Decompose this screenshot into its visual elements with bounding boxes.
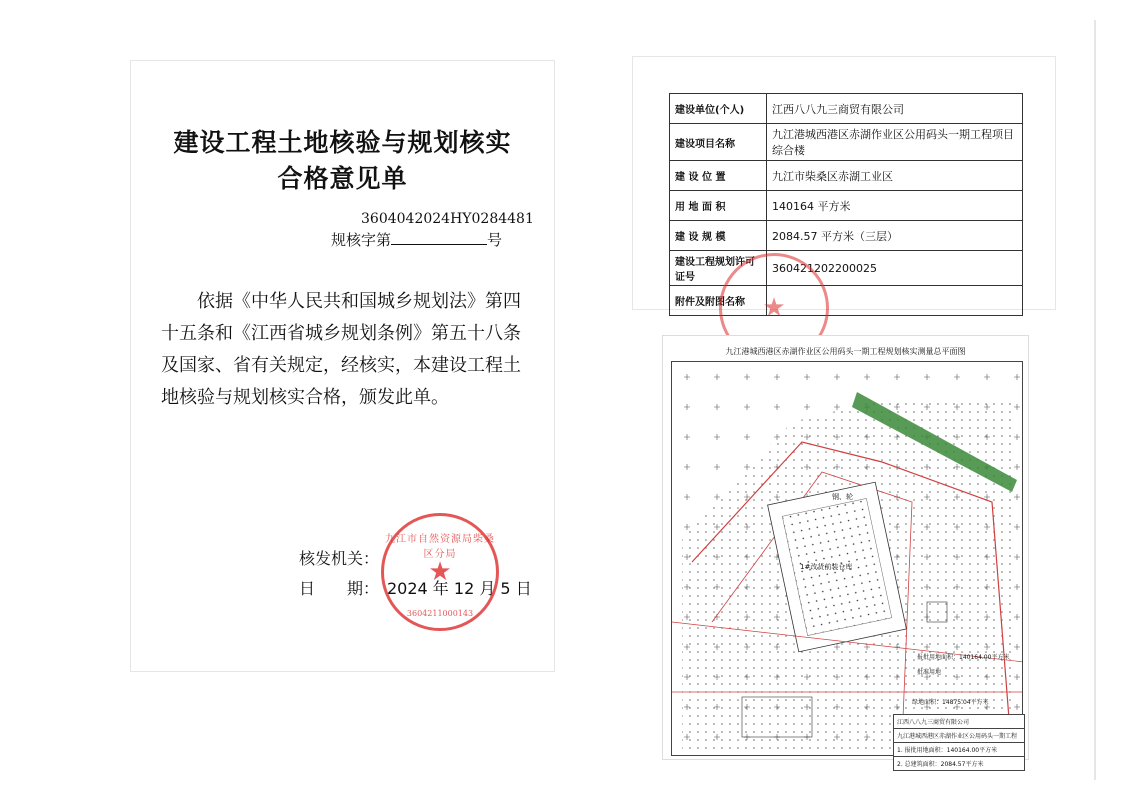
info-row [670, 161, 1023, 191]
certificate-body [161, 286, 531, 414]
area-label: 报批用地面积：140164.00平方米 [917, 654, 1010, 661]
map-legend [893, 714, 1025, 771]
info-value: 九江市柴桑区赤湖工业区 [767, 161, 1023, 191]
certificate-title-line1: 建设工程土地核验与规划核实 [173, 128, 512, 157]
info-row [670, 94, 1023, 124]
info-label: 建 设 位 置 [670, 161, 767, 191]
document-number-line [331, 229, 502, 250]
body-line: 依据《中华人民共和国城乡规划法》第四 [197, 291, 521, 312]
doc-suffix: 号 [487, 231, 503, 249]
info-row [670, 124, 1023, 161]
scan-edge-line [1094, 20, 1096, 780]
green-area-label: 绿地面积：14875.04平方米 [912, 699, 989, 706]
info-row [670, 251, 1023, 286]
body-line: 十五条和《江西省城乡规划条例》第五十八条 [161, 323, 521, 344]
date-label: 日 期： [299, 579, 380, 598]
document-number: 3604042024HY0284481 [361, 211, 534, 227]
steel-label: 钢、轮 [832, 493, 853, 501]
info-label: 附件及附图名称 [670, 286, 767, 316]
doc-prefix: 规核字第 [331, 231, 392, 249]
info-label: 建设项目名称 [670, 124, 767, 161]
legend-row: 2. 总建筑面积：2084.57平方米 [897, 761, 984, 768]
seal-text: 九江市自然资源局柴桑区分局 [385, 534, 495, 560]
body-line: 地核验与规划核实合格，颁发此单。 [161, 387, 449, 408]
seal-code: 3604211000143 [406, 609, 474, 618]
certificate-right-page [632, 56, 1056, 323]
doc-number-underline [391, 230, 487, 245]
info-value: 2084.57 平方米（三层） [767, 221, 1023, 251]
info-label: 用 地 面 积 [670, 191, 767, 221]
map-drawing-area [671, 361, 1023, 756]
legend-row: 1. 报批用地面积：140164.00平方米 [894, 743, 1024, 757]
star-icon: ★ [762, 293, 786, 323]
site-plan-map [662, 335, 1029, 768]
info-label: 建 设 规 模 [670, 221, 767, 251]
certificate-left-page [130, 60, 555, 672]
legend-row: 九江港城西港区赤湖作业区公用码头一期工程 [894, 729, 1024, 743]
info-label: 建设单位(个人) [670, 94, 767, 124]
legend-row: 江西八八九三商贸有限公司 [894, 715, 1024, 729]
official-seal [381, 513, 499, 631]
info-row [670, 221, 1023, 251]
info-label: 建设工程规划许可证号 [670, 251, 767, 286]
certificate-title-line2: 合格意见单 [277, 164, 408, 193]
info-row [670, 191, 1023, 221]
info-value: 140164 平方米 [767, 191, 1023, 221]
date-row [299, 576, 532, 599]
star-icon: ★ [428, 557, 452, 587]
map-title: 九江港城西港区赤湖作业区公用码头一期工程规划核实测量总平面图 [725, 347, 966, 356]
info-value: 江西八八九三商贸有限公司 [767, 94, 1023, 124]
issuer-label: 核发机关： [299, 549, 380, 568]
body-line: 及国家、省有关规定，经核实，本建设工程土 [161, 355, 521, 376]
building-label: 1#改货前装仓库 [800, 563, 853, 571]
project-info-table [669, 93, 1023, 316]
info-value: 360421202200025 [767, 251, 1023, 286]
info-value: 九江港城西港区赤湖作业区公用码头一期工程项目综合楼 [767, 124, 1023, 161]
redline-label: 批准用地 [917, 669, 942, 676]
date-value: 2024 年 12 月 5 日 [387, 579, 532, 598]
